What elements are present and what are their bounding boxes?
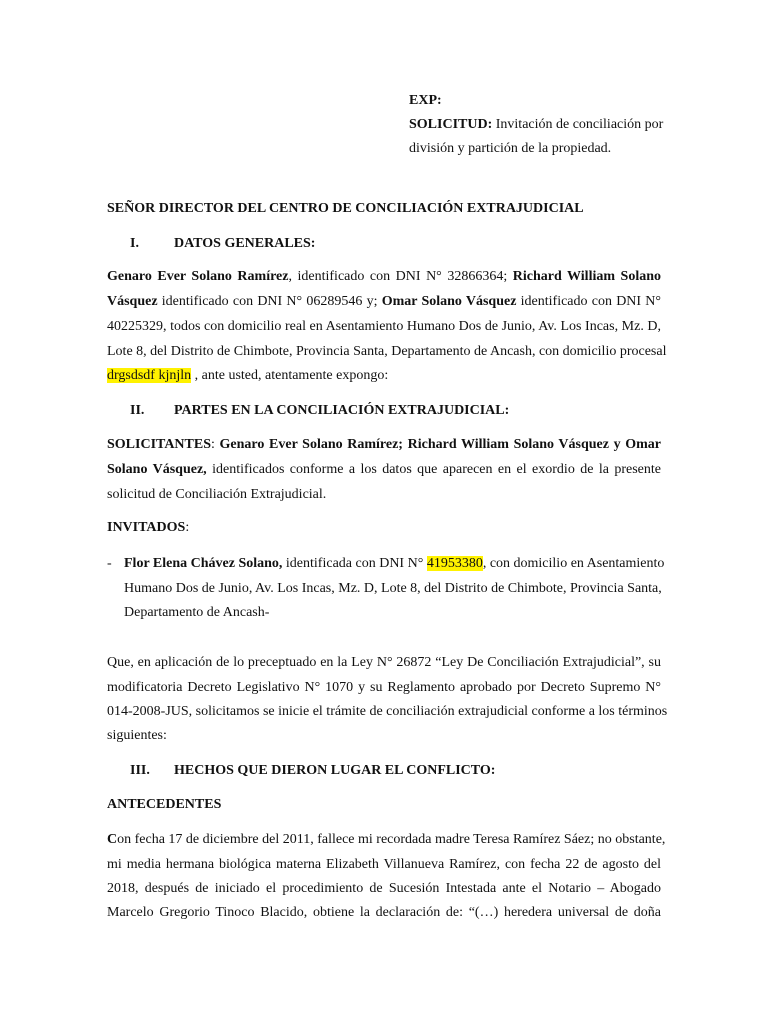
section2-title: PARTES EN LA CONCILIACIÓN EXTRAJUDICIAL: xyxy=(174,403,510,418)
ley-line-1: Que, en aplicación de lo preceptuado en la Ley N° 26872 “Ley De Conciliación Extrajudicial”, su xyxy=(107,655,661,670)
text-run: identificado con DNI N° 06289546 y; xyxy=(157,294,378,309)
section1-title: DATOS GENERALES: xyxy=(174,236,316,251)
invitado-line-1 xyxy=(124,554,665,574)
text-run: : xyxy=(211,437,215,452)
invitados-heading xyxy=(107,518,189,538)
text-run: identificada con DNI N° xyxy=(282,556,427,571)
person-names: Genaro Ever Solano Ramírez; Richard William Solano Vásquez y Omar xyxy=(219,437,662,452)
person-name: Omar Solano Vásquez xyxy=(381,294,517,309)
invitado-line-3: Departamento de Ancash- xyxy=(124,605,270,620)
section3-number: III. xyxy=(130,763,150,778)
section1-line-2 xyxy=(107,292,661,312)
person-name: Richard William Solano xyxy=(512,269,662,284)
text-run: , identificado con DNI N° 32866364; xyxy=(288,269,508,284)
highlighted-dni: 41953380 xyxy=(426,556,483,571)
text-run: on fecha 17 de diciembre del 2011, fallece mi recordada madre Teresa Ramírez Sáez; no obstante, xyxy=(117,832,666,847)
ley-line-3: 014-2008-JUS, solicitamos se inicie el trámite de conciliación extrajudicial conforme a los términos xyxy=(107,704,668,719)
drop-letter: C xyxy=(107,832,118,847)
invitado-line-2: Humano Dos de Junio, Av. Los Incas, Mz. D, Lote 8, del Distrito de Chimbote, Provincia Santa, xyxy=(124,581,662,596)
antecedentes-line-3: 2018, después de iniciado el procedimiento de Sucesión Intestada ante el Notario – Abogado xyxy=(107,881,661,896)
person-name: Genaro Ever Solano Ramírez xyxy=(107,269,289,284)
antecedentes-line-1 xyxy=(107,830,666,850)
section1-number: I. xyxy=(130,236,139,251)
text-run: , con domicilio en Asentamiento xyxy=(482,556,665,571)
section1-line-1 xyxy=(107,267,661,287)
section1-line-4: Lote 8, del Distrito de Chimbote, Provincia Santa, Departamento de Ancash, con domicilio procesal xyxy=(107,344,667,359)
solicitantes-line-3: solicitud de Conciliación Extrajudicial. xyxy=(107,487,327,502)
highlighted-text: drgsdsdf kjnjln xyxy=(107,368,192,383)
section1-line-5 xyxy=(107,366,661,386)
section1-heading xyxy=(130,234,315,254)
section2-heading xyxy=(130,401,509,421)
antecedentes-line-2: mi media hermana biológica materna Elizabeth Villanueva Ramírez, con fecha 22 de agosto del xyxy=(107,857,661,872)
text-run: , ante usted, atentamente expongo: xyxy=(191,368,389,383)
solicitud-line-2: división y partición de la propiedad. xyxy=(409,141,612,156)
ley-line-4: siguientes: xyxy=(107,728,167,743)
exp-label: EXP: xyxy=(409,93,442,108)
solicitud-line-1 xyxy=(409,115,663,135)
antecedentes-line-4: Marcelo Gregorio Tinoco Blacido, obtiene la declaración de: “(…) heredera universal de doña xyxy=(107,905,661,920)
solicitantes-label: SOLICITANTES xyxy=(107,437,212,452)
text-run: : xyxy=(185,520,190,535)
solicitud-text-1: Invitación de conciliación por xyxy=(492,117,664,132)
antecedentes-heading: ANTECEDENTES xyxy=(107,797,222,812)
section2-number: II. xyxy=(130,403,145,418)
solicitantes-line-1 xyxy=(107,435,661,455)
section3-title: HECHOS QUE DIERON LUGAR EL CONFLICTO: xyxy=(174,763,496,778)
ley-line-2: modificatoria Decreto Legislativo N° 1070 y su Reglamento aprobado por Decreto Supremo N° xyxy=(107,680,661,695)
person-name: Flor Elena Chávez Solano, xyxy=(124,556,283,571)
person-names: Solano Vásquez, xyxy=(107,462,207,477)
solicitantes-line-2 xyxy=(107,460,661,480)
person-name: Vásquez xyxy=(107,294,158,309)
text-run: identificados conforme a los datos que aparecen en el exordio de la presente xyxy=(206,462,661,477)
section3-heading xyxy=(130,761,495,781)
solicitud-label: SOLICITUD: xyxy=(409,117,493,132)
section1-line-3: 40225329, todos con domicilio real en Asentamiento Humano Dos de Junio, Av. Los Incas, Mz. D, xyxy=(107,319,661,334)
invitados-label: INVITADOS xyxy=(107,520,186,535)
addressee: SEÑOR DIRECTOR DEL CENTRO DE CONCILIACIÓN EXTRAJUDICIAL xyxy=(107,201,584,216)
list-bullet: - xyxy=(107,556,112,571)
text-run: identificado con DNI N° xyxy=(516,294,662,309)
